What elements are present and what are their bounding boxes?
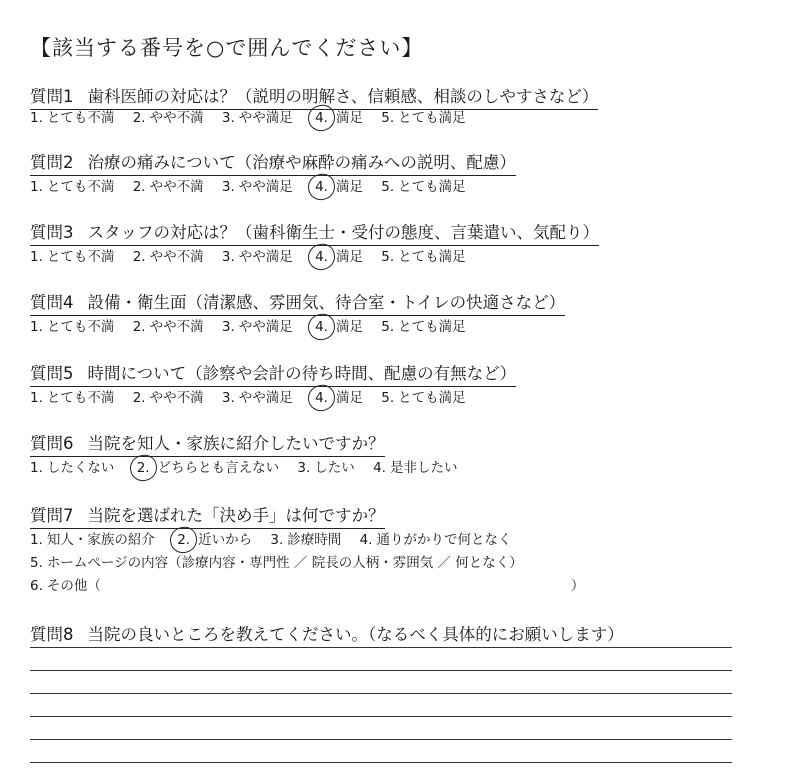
question-text: スタッフの対応は？（歯科衛生士・受付の態度、言葉遣い、気配り）	[87, 223, 599, 242]
option-1[interactable]: 1. とても不満	[30, 110, 115, 126]
option-1[interactable]: 1. とても不満	[30, 390, 115, 406]
circled-number: 4.	[311, 388, 332, 408]
question-number: 質問6	[30, 434, 74, 453]
option-1[interactable]: 1. したくない	[30, 460, 115, 476]
option-2-circled[interactable]: 2. 近いから	[173, 530, 252, 550]
question-number: 質問4	[30, 293, 74, 312]
option-2[interactable]: 2. やや不満	[132, 319, 204, 335]
question-number: 質問7	[30, 506, 74, 525]
circled-number: 4.	[311, 108, 332, 128]
question-6-options	[30, 458, 471, 478]
option-5[interactable]: 5. とても満足	[381, 390, 466, 406]
answer-line[interactable]	[30, 762, 732, 763]
option-2[interactable]: 2. やや不満	[132, 110, 204, 126]
circled-number: 4.	[311, 317, 332, 337]
option-4-circled[interactable]: 4. 満足	[311, 108, 363, 128]
question-4-options	[30, 317, 480, 337]
option-2[interactable]: 2. やや不満	[132, 390, 204, 406]
answer-line[interactable]	[30, 670, 732, 671]
option-4-circled[interactable]: 4. 満足	[311, 388, 363, 408]
question-number: 質問5	[30, 364, 74, 383]
question-8-title	[30, 624, 624, 647]
question-text: 当院を知人・家族に紹介したいですか？	[87, 434, 385, 453]
option-1[interactable]: 1. とても不満	[30, 249, 115, 265]
answer-line[interactable]	[30, 693, 732, 694]
question-text: 設備・衛生面（清潔感、雰囲気、待合室・トイレの快適さなど）	[87, 293, 566, 312]
question-2-options	[30, 177, 480, 197]
answer-line[interactable]	[30, 716, 732, 717]
option-5[interactable]: 5. とても満足	[381, 249, 466, 265]
question-4-title	[30, 292, 565, 316]
question-2-title	[30, 152, 516, 176]
question-7-options-row1	[30, 530, 525, 550]
option-4-circled[interactable]: 4. 満足	[311, 317, 363, 337]
question-6-title	[30, 433, 385, 457]
option-1[interactable]: 1. とても不満	[30, 319, 115, 335]
circled-number: 2.	[133, 458, 154, 478]
option-3[interactable]: 3. やや満足	[221, 110, 293, 126]
answer-line[interactable]	[30, 647, 732, 648]
question-text: 時間について（診察や会計の待ち時間、配慮の有無など）	[87, 364, 517, 383]
option-2[interactable]: 2. やや不満	[132, 179, 204, 195]
option-5[interactable]: 5. とても満足	[381, 179, 466, 195]
circled-number: 2.	[173, 530, 194, 550]
question-3-options	[30, 247, 480, 267]
question-7-options-row2	[30, 553, 537, 573]
option-3[interactable]: 3. やや満足	[221, 390, 293, 406]
option-3[interactable]: 3. したい	[297, 460, 355, 476]
option-3[interactable]: 3. 診療時間	[270, 532, 342, 548]
question-1-options	[30, 108, 480, 128]
option-5[interactable]: 5. とても満足	[381, 110, 466, 126]
option-4[interactable]: 4. 是非したい	[373, 460, 458, 476]
option-5[interactable]: 5. とても満足	[381, 319, 466, 335]
option-5[interactable]: 5. ホームページの内容（診療内容・専門性 ／ 院長の人柄・雰囲気 ／ 何となく）	[30, 555, 523, 571]
option-3[interactable]: 3. やや満足	[221, 249, 293, 265]
question-7-title	[30, 505, 385, 529]
question-5-title	[30, 363, 516, 387]
question-5-options	[30, 388, 480, 408]
circled-number: 4.	[311, 247, 332, 267]
question-number: 質問8	[30, 625, 74, 644]
option-4[interactable]: 4. 通りがかりで何となく	[359, 532, 512, 548]
instruction-heading: 【該当する番号を○で囲んでください】	[30, 36, 424, 60]
option-3[interactable]: 3. やや満足	[221, 179, 293, 195]
question-number: 質問3	[30, 223, 74, 242]
question-text: 当院を選ばれた「決め手」は何ですか？	[87, 506, 385, 525]
question-number: 質問2	[30, 153, 74, 172]
option-3[interactable]: 3. やや満足	[221, 319, 293, 335]
question-7-options-row3	[30, 576, 598, 596]
question-3-title	[30, 222, 599, 246]
answer-line[interactable]	[30, 739, 732, 740]
option-4-circled[interactable]: 4. 満足	[311, 247, 363, 267]
option-6[interactable]: 6. その他（ ）	[30, 578, 585, 594]
circled-number: 4.	[311, 177, 332, 197]
option-1[interactable]: 1. 知人・家族の紹介	[30, 532, 155, 548]
option-4-circled[interactable]: 4. 満足	[311, 177, 363, 197]
question-text: 当院の良いところを教えてください。（なるべく具体的にお願いします）	[87, 625, 624, 644]
question-text: 歯科医師の対応は？（説明の明解さ、信頼感、相談のしやすさなど）	[87, 87, 599, 106]
option-2[interactable]: 2. やや不満	[132, 249, 204, 265]
question-number: 質問1	[30, 87, 74, 106]
option-2-circled[interactable]: 2. どちらとも言えない	[133, 458, 279, 478]
question-text: 治療の痛みについて（治療や麻酔の痛みへの説明、配慮）	[87, 153, 516, 172]
option-1[interactable]: 1. とても不満	[30, 179, 115, 195]
